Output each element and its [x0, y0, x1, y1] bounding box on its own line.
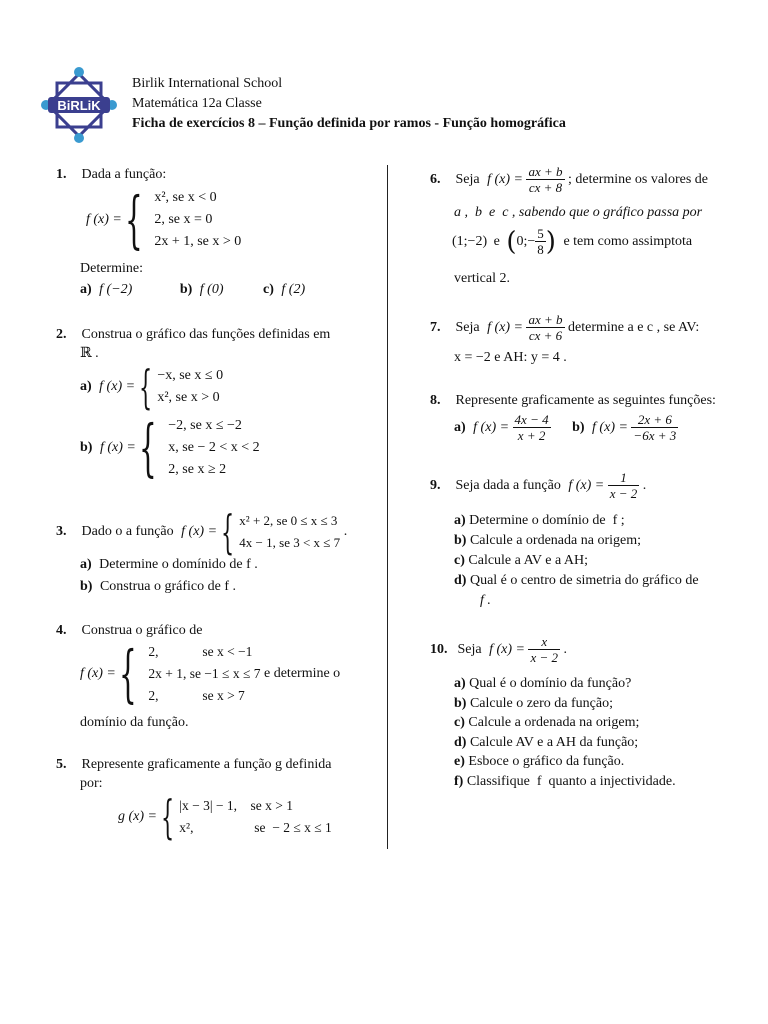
item-text: Qual é o centro de simetria do gráfico de	[469, 573, 699, 588]
piecewise-function	[86, 183, 242, 256]
case-row: −x, se x ≤ 0	[157, 368, 224, 383]
brace-icon: {	[125, 183, 144, 256]
question-line: x = −2 e AH: y = 4 .	[454, 350, 567, 365]
question-number: 10.	[430, 642, 448, 657]
brace-icon: {	[138, 360, 152, 414]
brace-icon: {	[160, 790, 174, 844]
q9-subitems	[454, 511, 699, 611]
question-text-cont: por:	[80, 776, 103, 791]
q1-subitems	[80, 282, 305, 298]
piecewise-function	[118, 790, 332, 844]
case-row: 4x − 1, se 3 < x ≤ 7	[239, 535, 341, 550]
case-row: 2, se x > 7	[148, 688, 245, 703]
item-text: Determine o domínido de f .	[99, 557, 258, 572]
question-7	[430, 313, 750, 343]
function-lhs: f (x) =	[99, 379, 136, 394]
function-lhs: f (x) =	[592, 420, 628, 435]
item-text: Calcule a AV e a AH;	[468, 553, 589, 568]
function-lhs: f (x) =	[86, 212, 122, 227]
subitem	[454, 752, 676, 772]
question-number: 5.	[56, 757, 67, 772]
numerator: ax + b	[528, 312, 563, 327]
question-text-cont: determine a e c , se AV:	[568, 320, 700, 335]
question-text: Construa o gráfico de	[81, 623, 203, 638]
subitem	[454, 674, 676, 694]
item-label: b)	[572, 420, 585, 435]
function-lhs: f (x) =	[568, 478, 605, 493]
item-label: c)	[454, 715, 465, 730]
function-lhs: g (x) =	[118, 809, 157, 824]
case-row: 2x + 1, se x > 0	[154, 234, 242, 249]
item-label: b)	[454, 695, 467, 711]
denominator: x + 2	[517, 428, 546, 443]
subitem	[454, 694, 676, 714]
question-3	[56, 505, 376, 559]
column-divider	[387, 165, 388, 849]
subitem	[454, 713, 676, 733]
function-lhs: f (x) =	[181, 524, 218, 539]
question-line	[452, 227, 692, 257]
item-label: b)	[179, 282, 193, 297]
question-text: Construa o gráfico das funções definidas em	[81, 327, 331, 342]
case-row: |x − 3| − 1, se x > 1	[179, 798, 294, 813]
item-label: b)	[80, 579, 93, 594]
case-row: x² + 2, se 0 ≤ x ≤ 3	[239, 513, 338, 528]
case-row: −2, se x ≤ −2	[168, 418, 242, 433]
denominator: x − 2	[609, 486, 638, 501]
subitem	[454, 733, 676, 753]
school-name: Birlik International School	[132, 76, 283, 91]
question-text-cont: ; determine os valores de	[568, 172, 708, 187]
numerator: 2x + 6	[631, 413, 678, 428]
question-number: 3.	[56, 524, 67, 539]
item-text: Calcule a ordenada na origem;	[468, 715, 640, 730]
item-label: a)	[454, 420, 466, 435]
q2-item-b	[80, 411, 260, 484]
question-text: Seja	[455, 172, 480, 187]
question-line: vertical 2.	[454, 271, 510, 286]
fraction	[608, 471, 640, 501]
fraction	[526, 165, 564, 195]
question-text: Seja dada a função	[455, 478, 561, 493]
question-8	[430, 391, 750, 411]
item-label: a)	[454, 513, 466, 528]
fraction	[513, 413, 551, 443]
case-row: 2, se x ≥ 2	[168, 462, 227, 477]
question-text-cont: e determine o	[264, 666, 341, 681]
denominator: −6x + 3	[633, 428, 677, 443]
document-header	[132, 74, 566, 134]
question-5	[56, 755, 376, 775]
function-lhs: f (x) =	[99, 440, 136, 455]
piecewise-function	[80, 637, 341, 710]
question-number: 1.	[56, 167, 67, 182]
function-lhs: f (x) =	[473, 420, 510, 435]
item-label: f)	[454, 773, 464, 789]
q10-subitems	[454, 674, 676, 791]
paren-icon: (	[506, 227, 517, 257]
item-label: a)	[80, 282, 92, 297]
question-number: 8.	[430, 393, 441, 408]
punctuation: .	[563, 642, 568, 657]
item-text: Calcule o zero da função;	[469, 695, 613, 711]
item-label: a)	[454, 676, 466, 691]
brace-icon: {	[220, 505, 234, 559]
item-text: Qual é o domínio da função?	[469, 676, 632, 691]
denominator: cx + 8	[528, 180, 563, 195]
question-text: Dada a função:	[81, 167, 167, 182]
function-lhs: f (x) =	[80, 666, 116, 681]
question-number: 4.	[56, 623, 67, 638]
question-4	[56, 621, 376, 641]
question-9	[430, 471, 750, 501]
item-label: c)	[263, 282, 274, 297]
paren-icon: )	[545, 227, 556, 257]
question-text: Seja	[455, 320, 480, 335]
case-row: x², se − 2 ≤ x ≤ 1	[179, 820, 332, 835]
punctuation: .	[343, 524, 348, 539]
q3-item-b	[80, 579, 236, 595]
denominator: cx + 6	[528, 328, 563, 343]
item-text: Calcule AV e a AH da função;	[469, 734, 639, 750]
denominator: x − 2	[530, 650, 559, 665]
question-text-cont: ℝ .	[80, 346, 99, 361]
item-label: b)	[80, 440, 93, 455]
item-text: f (0)	[199, 282, 224, 297]
subitem	[454, 571, 699, 591]
case-row: x, se − 2 < x < 2	[168, 440, 260, 455]
function-lhs: f (x) =	[489, 642, 525, 657]
subitem	[454, 772, 676, 792]
point-prefix: 0;−	[516, 234, 536, 249]
fraction	[535, 227, 546, 257]
question-10	[430, 635, 750, 665]
subject-line: Matemática 12a Classe	[132, 96, 262, 111]
item-text: Esboce o gráfico da função.	[468, 754, 625, 769]
question-text: Seja	[457, 642, 482, 657]
numerator: ax + b	[528, 164, 563, 179]
question-line: a , b e c , sabendo que o gráfico passa por	[454, 205, 703, 220]
question-6	[430, 165, 750, 195]
question-text: Represente graficamente a função g definida	[81, 757, 332, 772]
question-number: 9.	[430, 478, 441, 493]
fraction	[528, 635, 560, 665]
subitem	[454, 531, 699, 551]
item-text: Construa o gráfico de f .	[99, 579, 237, 594]
item-text: f (2)	[281, 282, 306, 297]
item-label: d)	[454, 573, 467, 588]
function-lhs: f (x) =	[487, 172, 523, 187]
case-row: x², se x > 0	[157, 390, 220, 405]
punctuation: .	[642, 478, 647, 493]
item-label: a)	[80, 379, 92, 394]
case-row: 2, se x < −1	[148, 644, 253, 659]
question-number: 2.	[56, 327, 67, 342]
logo-text: BiRLiK	[57, 98, 101, 113]
determine-label: Determine:	[80, 261, 143, 276]
question-text-cont: e tem como assimptota	[563, 234, 693, 249]
item-label: a)	[80, 557, 92, 572]
question-text: Dado o a função	[81, 524, 174, 539]
question-text-end: domínio da função.	[80, 715, 189, 730]
numerator: x	[528, 635, 560, 650]
q3-item-a	[80, 557, 258, 573]
item-text: f (−2)	[99, 282, 133, 297]
case-row: 2, se x = 0	[154, 212, 213, 227]
conjunction: e	[493, 234, 500, 249]
fraction	[631, 413, 678, 443]
brace-icon: {	[119, 637, 138, 710]
question-2	[56, 325, 376, 345]
item-text: Classifique f quanto a injectividade.	[466, 773, 676, 789]
brace-icon: {	[139, 411, 158, 484]
subitem-cont: f .	[480, 593, 491, 608]
case-row: 2x + 1, se −1 ≤ x ≤ 7	[148, 666, 261, 681]
function-lhs: f (x) =	[487, 320, 523, 335]
school-logo	[40, 66, 118, 144]
item-text: Calcule a ordenada na origem;	[469, 533, 641, 548]
item-label: c)	[454, 553, 465, 568]
item-label: d)	[454, 734, 467, 750]
q2-item-a	[80, 360, 224, 414]
point: (1;−2)	[452, 234, 488, 249]
subitem	[454, 551, 699, 571]
worksheet-title: Ficha de exercícios 8 – Função definida por ramos - Função homográfica	[132, 116, 566, 131]
numerator: 5	[537, 226, 544, 241]
question-number: 6.	[430, 172, 441, 187]
fraction	[526, 313, 564, 343]
question-text: Represente graficamente as seguintes funções:	[455, 393, 716, 408]
item-text: Determine o domínio de f ;	[469, 513, 625, 528]
question-1	[56, 165, 376, 185]
q8-items	[454, 413, 678, 443]
denominator: 8	[537, 242, 544, 257]
numerator: 1	[608, 471, 640, 486]
numerator: 4x − 4	[514, 412, 549, 427]
subitem	[454, 511, 699, 531]
item-label: e)	[454, 754, 465, 769]
case-row: x², se x < 0	[154, 190, 217, 205]
question-number: 7.	[430, 320, 441, 335]
item-label: b)	[454, 533, 467, 548]
